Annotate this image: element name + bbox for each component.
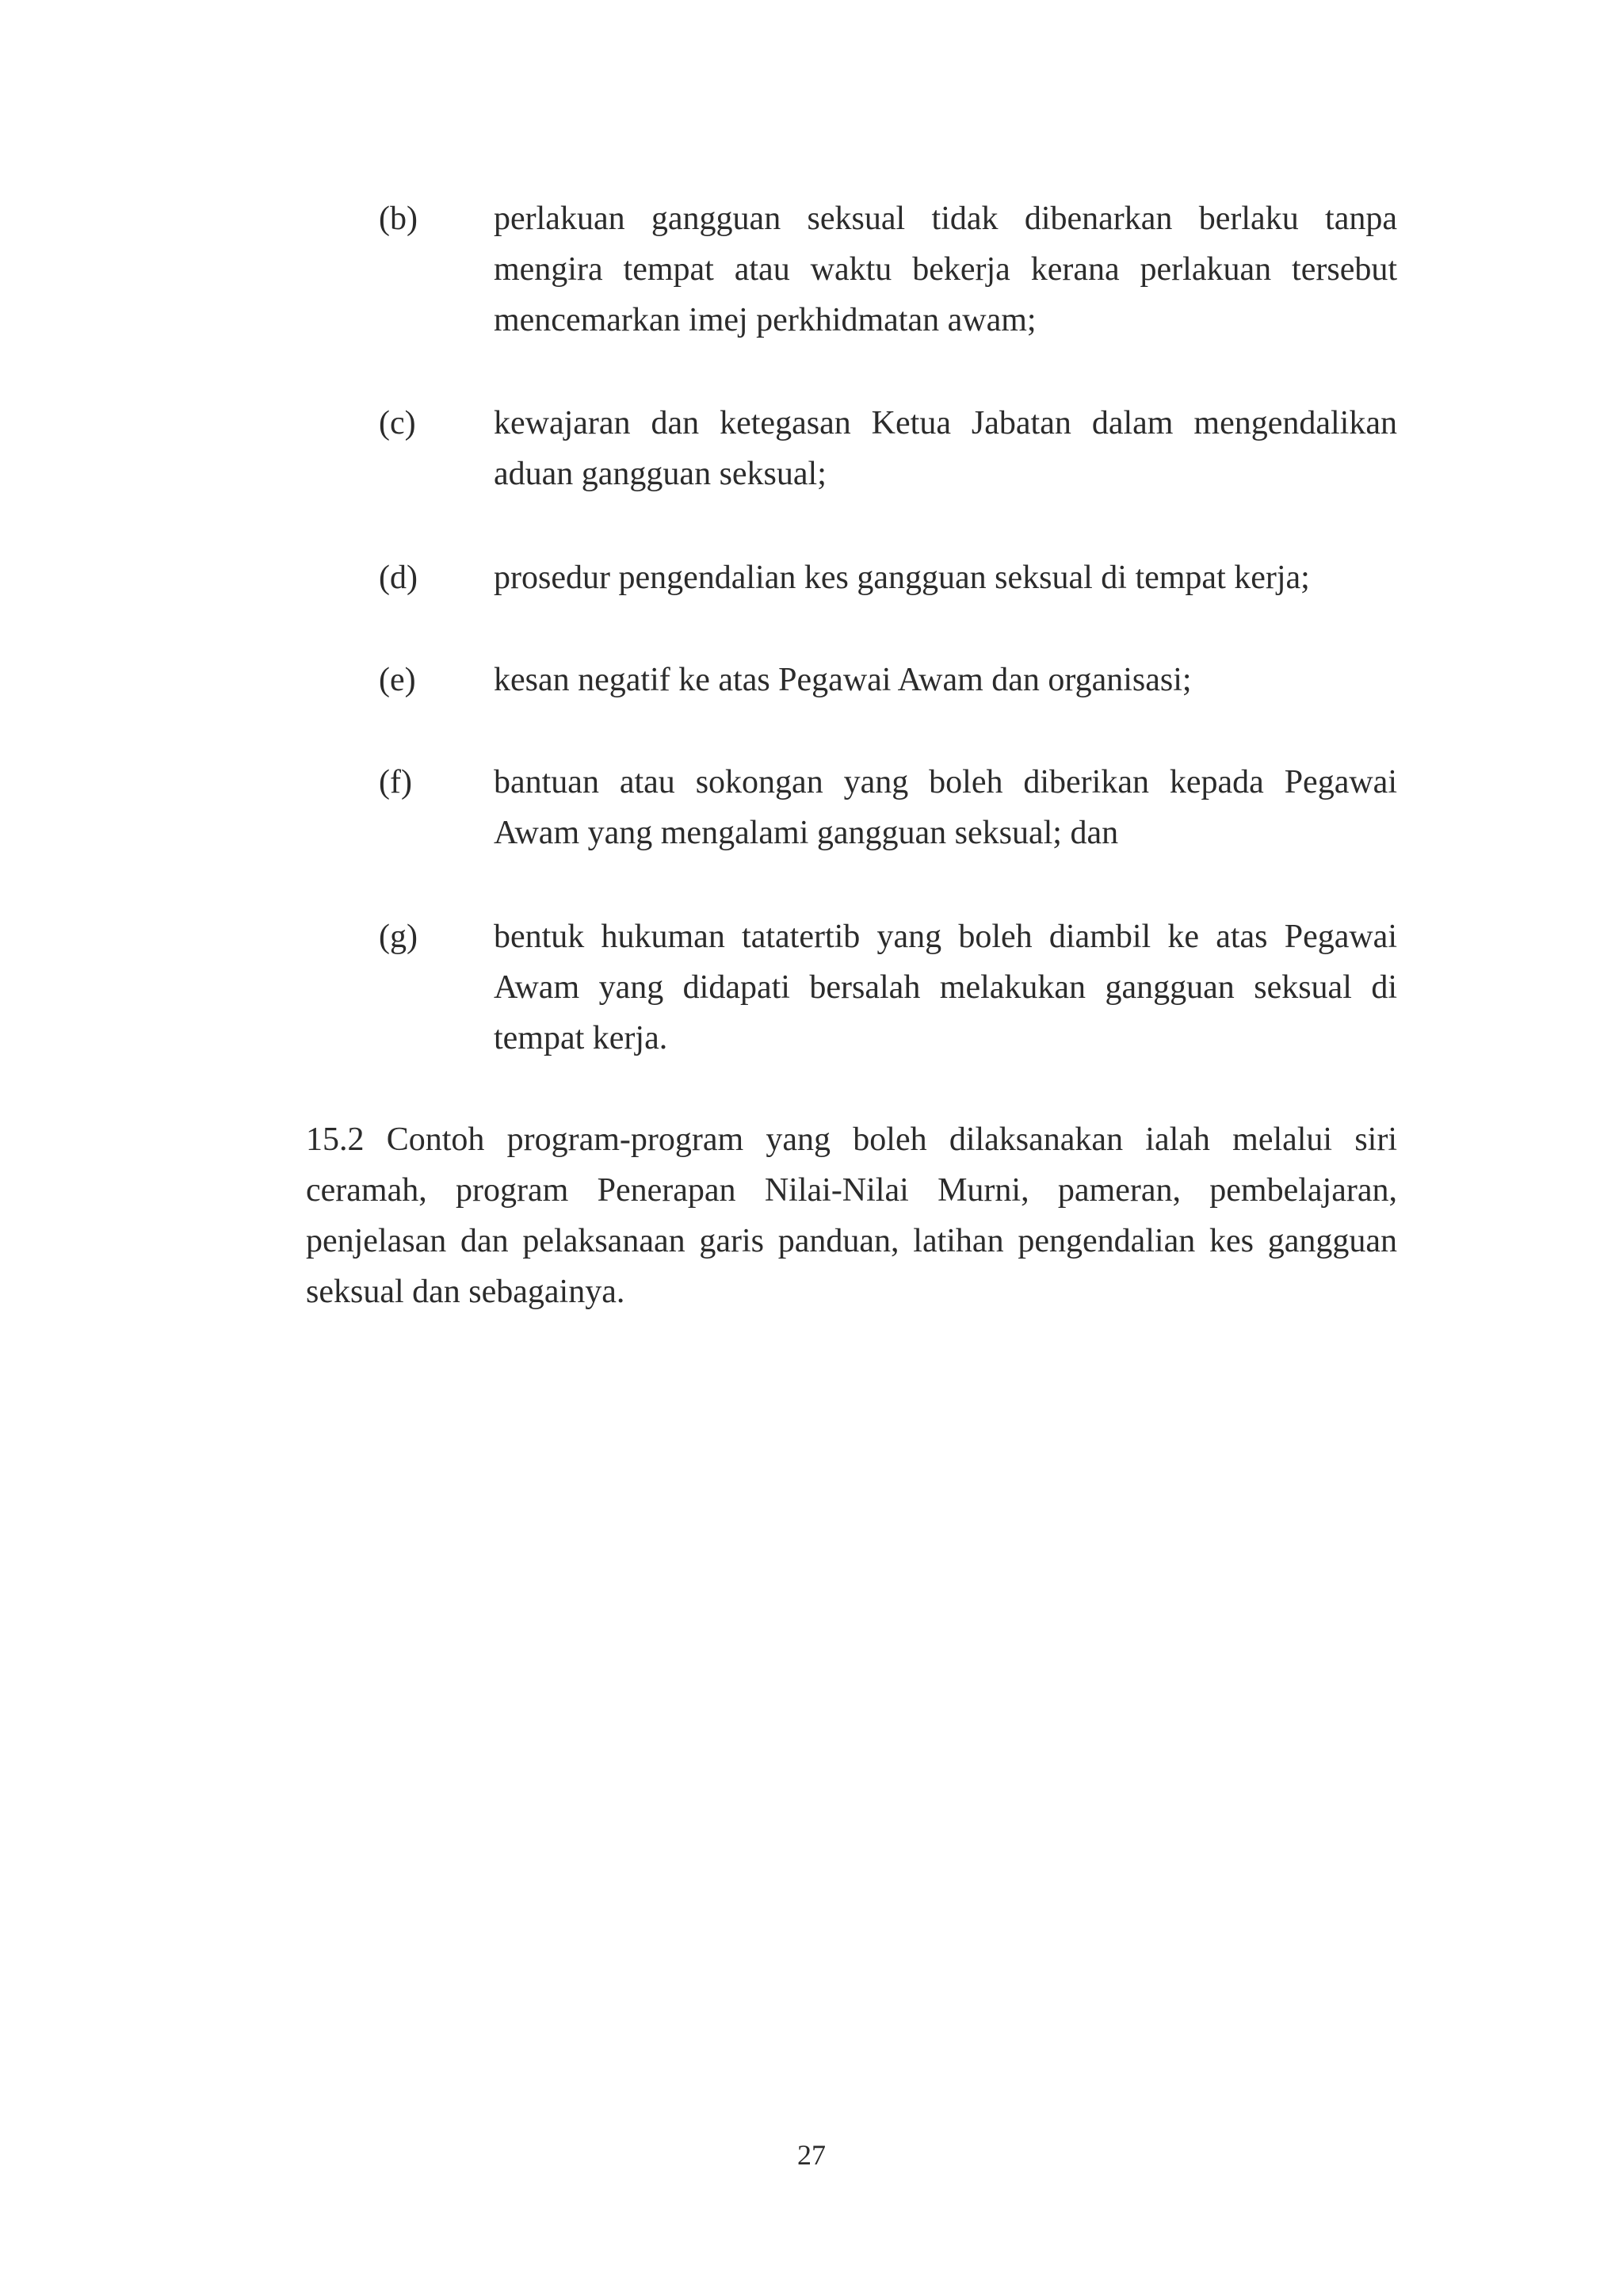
text-line: seksual dan sebagainya. (306, 1274, 625, 1310)
list-item-label: (d) (379, 560, 418, 596)
text-line: bantuan atau sokongan yang boleh diberikan kepada Pegawai (494, 764, 1397, 800)
list-item-label: (e) (379, 662, 416, 698)
text-line: penjelasan dan pelaksanaan garis panduan, latihan pengendalian kes gangguan (306, 1223, 1397, 1259)
list-item-text (494, 552, 1397, 603)
list-item-text (494, 655, 1397, 705)
list-item-e (379, 655, 1397, 705)
text-line: aduan gangguan seksual; (494, 456, 827, 492)
list-item-c (379, 398, 1397, 499)
list-item-text (494, 757, 1397, 858)
page-number: 27 (797, 2139, 826, 2171)
text-line: 15.2 Contoh program-program yang boleh dilaksanakan ialah melalui siri (306, 1121, 1397, 1158)
list-item-label: (f) (379, 764, 412, 800)
text-line: tempat kerja. (494, 1020, 668, 1056)
list-item-label: (g) (379, 919, 418, 955)
list-item-d (379, 552, 1397, 603)
list-item-b (379, 193, 1397, 346)
text-line: Awam yang didapati bersalah melakukan gangguan seksual di (494, 969, 1397, 1006)
text-line: Awam yang mengalami gangguan seksual; dan (494, 815, 1119, 851)
paragraph-15-2 (306, 1114, 1397, 1317)
text-line: ceramah, program Penerapan Nilai-Nilai Murni, pameran, pembelajaran, (306, 1172, 1397, 1209)
text-line: kewajaran dan ketegasan Ketua Jabatan dalam mengendalikan (494, 405, 1397, 441)
list-item-label: (b) (379, 201, 418, 237)
list-item-text (494, 193, 1397, 346)
text-line: kesan negatif ke atas Pegawai Awam dan organisasi; (494, 662, 1192, 698)
list-item-text (494, 398, 1397, 499)
list-item-f (379, 757, 1397, 858)
text-line: prosedur pengendalian kes gangguan seksual di tempat kerja; (494, 560, 1310, 596)
list-item-g (379, 911, 1397, 1064)
text-line: bentuk hukuman tatatertib yang boleh diambil ke atas Pegawai (494, 919, 1397, 955)
text-line: mencemarkan imej perkhidmatan awam; (494, 302, 1037, 338)
list-item-label: (c) (379, 405, 416, 441)
list-item-text (494, 911, 1397, 1064)
text-line: perlakuan gangguan seksual tidak dibenarkan berlaku tanpa (494, 201, 1397, 237)
text-line: mengira tempat atau waktu bekerja kerana perlakuan tersebut (494, 251, 1397, 288)
